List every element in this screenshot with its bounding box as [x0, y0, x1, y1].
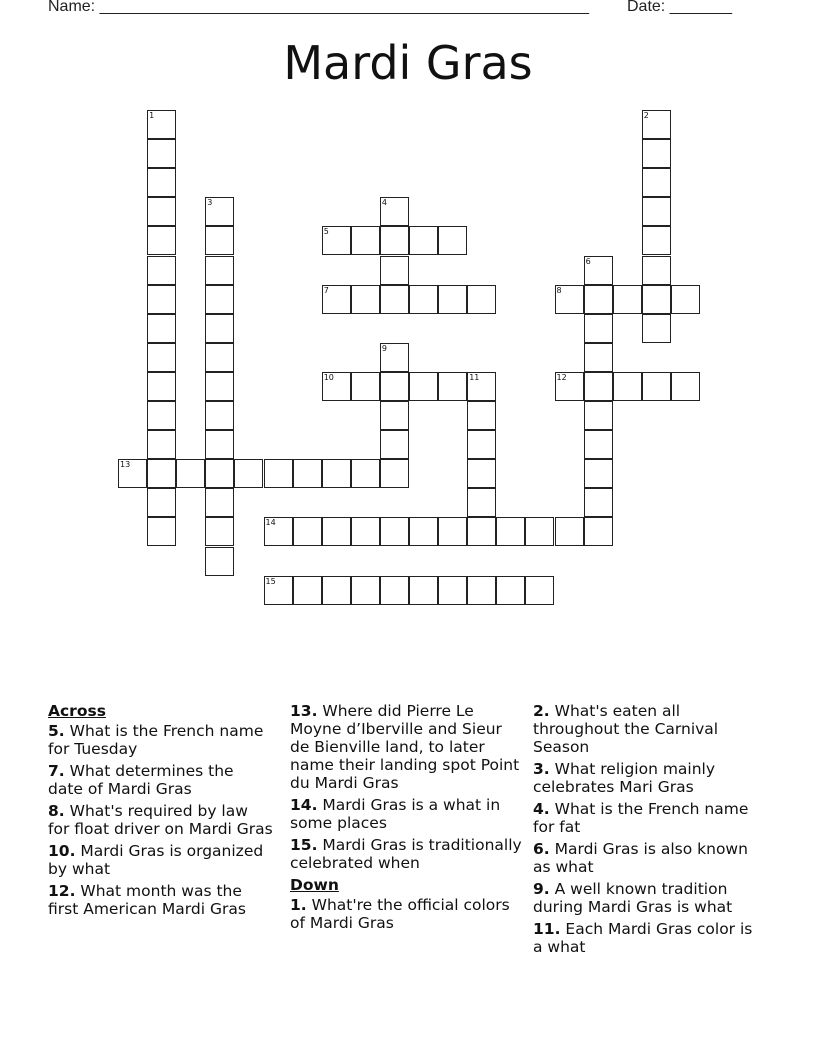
grid-cell[interactable]	[293, 576, 322, 605]
grid-cell[interactable]	[409, 226, 438, 255]
clues-column-1	[48, 702, 273, 922]
grid-cell[interactable]	[264, 459, 293, 488]
clue-item	[290, 796, 525, 832]
grid-cell[interactable]	[322, 459, 351, 488]
grid-cell[interactable]	[234, 459, 263, 488]
clue-number: 9.	[533, 880, 550, 898]
grid-cell[interactable]	[584, 488, 613, 517]
clue-number: 13.	[290, 702, 318, 720]
clue-text: Mardi Gras is a what in some places	[290, 796, 501, 832]
grid-cell[interactable]	[525, 517, 554, 546]
grid-cell[interactable]	[584, 372, 613, 401]
grid-cell[interactable]	[205, 547, 234, 576]
grid-cell[interactable]	[147, 168, 176, 197]
clues-column-3	[533, 702, 758, 960]
clues-column-2	[290, 702, 525, 936]
grid-cell[interactable]	[496, 576, 525, 605]
grid-cell[interactable]	[205, 285, 234, 314]
clue-number-label: 12	[556, 372, 567, 382]
grid-cell[interactable]	[351, 517, 380, 546]
grid-cell[interactable]	[322, 576, 351, 605]
grid-cell[interactable]	[409, 372, 438, 401]
clue-item	[48, 882, 273, 918]
clue-item	[533, 800, 758, 836]
grid-cell[interactable]	[409, 285, 438, 314]
grid-cell[interactable]	[205, 226, 234, 255]
clue-number-label: 4	[381, 198, 387, 208]
clue-number: 3.	[533, 760, 550, 778]
grid-cell[interactable]	[205, 372, 234, 401]
clue-item	[533, 702, 758, 756]
clue-item	[533, 760, 758, 796]
clue-item	[533, 880, 758, 916]
date-field[interactable]: Date: _______	[627, 0, 732, 15]
clue-number-label: 9	[381, 343, 387, 353]
grid-cell[interactable]	[584, 285, 613, 314]
clue-number-label: 2	[643, 111, 649, 120]
grid-cell[interactable]	[147, 401, 176, 430]
grid-cell[interactable]	[642, 197, 671, 226]
grid-cell[interactable]	[380, 285, 409, 314]
clue-number-label: 6	[585, 256, 591, 266]
clue-text: What is the French name for Tuesday	[48, 722, 264, 758]
clue-item	[290, 702, 525, 792]
grid-cell[interactable]	[467, 285, 496, 314]
clue-text: What determines the date of Mardi Gras	[48, 762, 234, 798]
page-title: Mardi Gras	[283, 36, 533, 90]
grid-cell[interactable]	[438, 576, 467, 605]
clue-text: What's eaten all throughout the Carnival Season	[533, 702, 719, 756]
grid-cell[interactable]	[147, 430, 176, 459]
clue-number: 6.	[533, 840, 550, 858]
grid-cell[interactable]	[613, 285, 642, 314]
grid-cell[interactable]	[642, 168, 671, 197]
grid-cell[interactable]	[438, 517, 467, 546]
clue-text: What're the official colors of Mardi Gras	[290, 896, 510, 932]
grid-cell[interactable]	[584, 314, 613, 343]
clue-number-label: 15	[265, 576, 276, 586]
grid-cell[interactable]	[205, 459, 234, 488]
clue-number-label: 5	[323, 227, 329, 237]
grid-cell[interactable]	[205, 401, 234, 430]
clue-number: 12.	[48, 882, 76, 900]
grid-cell[interactable]	[380, 459, 409, 488]
grid-cell[interactable]	[147, 314, 176, 343]
grid-cell[interactable]	[351, 372, 380, 401]
grid-cell[interactable]	[642, 256, 671, 285]
down-clue-list-continued	[533, 702, 758, 956]
clue-number: 10.	[48, 842, 76, 860]
grid-cell[interactable]	[147, 256, 176, 285]
grid-cell[interactable]	[467, 430, 496, 459]
grid-cell[interactable]	[467, 517, 496, 546]
clue-number-label: 7	[323, 285, 329, 295]
grid-cell[interactable]	[438, 372, 467, 401]
clue-text: What month was the first American Mardi Gras	[48, 882, 246, 918]
clue-item	[290, 836, 525, 872]
clue-text: Mardi Gras is traditionally celebrated when	[290, 836, 522, 872]
grid-cell[interactable]	[525, 576, 554, 605]
grid-cell[interactable]	[438, 285, 467, 314]
clue-item	[48, 722, 273, 758]
grid-cell[interactable]	[642, 285, 671, 314]
grid-cell[interactable]	[584, 430, 613, 459]
grid-cell[interactable]	[380, 576, 409, 605]
grid-cell[interactable]	[351, 459, 380, 488]
grid-cell[interactable]	[584, 459, 613, 488]
clue-item	[48, 762, 273, 798]
clue-item	[290, 896, 525, 932]
clue-number-label: 1	[149, 111, 155, 120]
grid-cell[interactable]	[293, 459, 322, 488]
clue-item	[48, 802, 273, 838]
clue-number: 4.	[533, 800, 550, 818]
clue-text: A well known tradition during Mardi Gras is what	[533, 880, 733, 916]
clue-number-label: 3	[207, 198, 213, 208]
grid-cell[interactable]	[584, 517, 613, 546]
grid-cell[interactable]	[380, 226, 409, 255]
grid-cell[interactable]	[380, 372, 409, 401]
clue-number: 5.	[48, 722, 65, 740]
grid-cell[interactable]	[176, 459, 205, 488]
clue-number-label: 11	[469, 372, 480, 382]
across-clue-list	[48, 722, 273, 918]
clue-number: 11.	[533, 920, 561, 938]
grid-cell[interactable]	[467, 576, 496, 605]
clue-text: What is the French name for fat	[533, 800, 749, 836]
grid-cell[interactable]	[205, 430, 234, 459]
grid-cell[interactable]	[584, 401, 613, 430]
clue-number: 14.	[290, 796, 318, 814]
clue-text: What religion mainly celebrates Mari Gras	[533, 760, 716, 796]
grid-cell[interactable]	[147, 139, 176, 168]
grid-cell[interactable]	[147, 285, 176, 314]
across-heading: Across	[48, 702, 106, 720]
grid-cell[interactable]	[642, 372, 671, 401]
clue-text: Where did Pierre Le Moyne d’Iberville and Sieur de Bienville land, to later name their landing spot Point du Mardi Gras	[290, 702, 520, 792]
grid-cell[interactable]	[205, 256, 234, 285]
grid-cell[interactable]	[642, 226, 671, 255]
grid-cell[interactable]	[613, 372, 642, 401]
grid-cell[interactable]	[380, 430, 409, 459]
name-field[interactable]: Name: _______________________________________________________	[48, 0, 589, 15]
grid-cell[interactable]	[409, 576, 438, 605]
clue-item	[48, 842, 273, 878]
grid-cell[interactable]	[438, 226, 467, 255]
grid-cell[interactable]	[147, 459, 176, 488]
clue-text: What's required by law for float driver on Mardi Gras	[48, 802, 273, 838]
grid-cell[interactable]	[671, 372, 700, 401]
across-clue-list-continued	[290, 702, 525, 872]
down-clue-list	[290, 896, 525, 932]
clue-number-label: 14	[265, 518, 276, 528]
clue-text: Mardi Gras is also known as what	[533, 840, 748, 876]
grid-cell[interactable]	[351, 226, 380, 255]
clue-number-label: 10	[323, 372, 334, 382]
grid-cell[interactable]	[351, 576, 380, 605]
grid-cell[interactable]	[467, 401, 496, 430]
clue-text: Each Mardi Gras color is a what	[533, 920, 753, 956]
grid-cell[interactable]	[555, 517, 584, 546]
clue-number-label: 13	[120, 460, 131, 470]
grid-cell[interactable]	[147, 343, 176, 372]
grid-cell[interactable]	[642, 139, 671, 168]
grid-cell[interactable]	[147, 197, 176, 226]
grid-cell[interactable]	[671, 285, 700, 314]
grid-cell[interactable]	[147, 517, 176, 546]
grid-cell[interactable]	[293, 517, 322, 546]
grid-cell[interactable]	[380, 517, 409, 546]
clue-item	[533, 920, 758, 956]
grid-cell[interactable]	[584, 343, 613, 372]
clue-text: Mardi Gras is organized by what	[48, 842, 264, 878]
clue-number: 2.	[533, 702, 550, 720]
grid-cell[interactable]	[322, 517, 351, 546]
grid-cell[interactable]	[351, 285, 380, 314]
grid-cell[interactable]	[467, 488, 496, 517]
grid-cell[interactable]	[205, 343, 234, 372]
grid-cell[interactable]	[380, 401, 409, 430]
clue-number: 15.	[290, 836, 318, 854]
grid-cell[interactable]	[409, 517, 438, 546]
clue-number-label: 8	[556, 285, 562, 295]
grid-cell[interactable]	[147, 372, 176, 401]
clue-number: 1.	[290, 896, 307, 914]
grid-cell[interactable]	[205, 314, 234, 343]
grid-cell[interactable]	[496, 517, 525, 546]
grid-cell[interactable]	[467, 459, 496, 488]
grid-cell[interactable]	[205, 517, 234, 546]
clue-number: 8.	[48, 802, 65, 820]
grid-cell[interactable]	[642, 314, 671, 343]
grid-cell[interactable]	[147, 488, 176, 517]
clue-number: 7.	[48, 762, 65, 780]
grid-cell[interactable]	[380, 256, 409, 285]
grid-cell[interactable]	[205, 488, 234, 517]
clue-item	[533, 840, 758, 876]
grid-cell[interactable]	[147, 226, 176, 255]
down-heading: Down	[290, 876, 339, 894]
